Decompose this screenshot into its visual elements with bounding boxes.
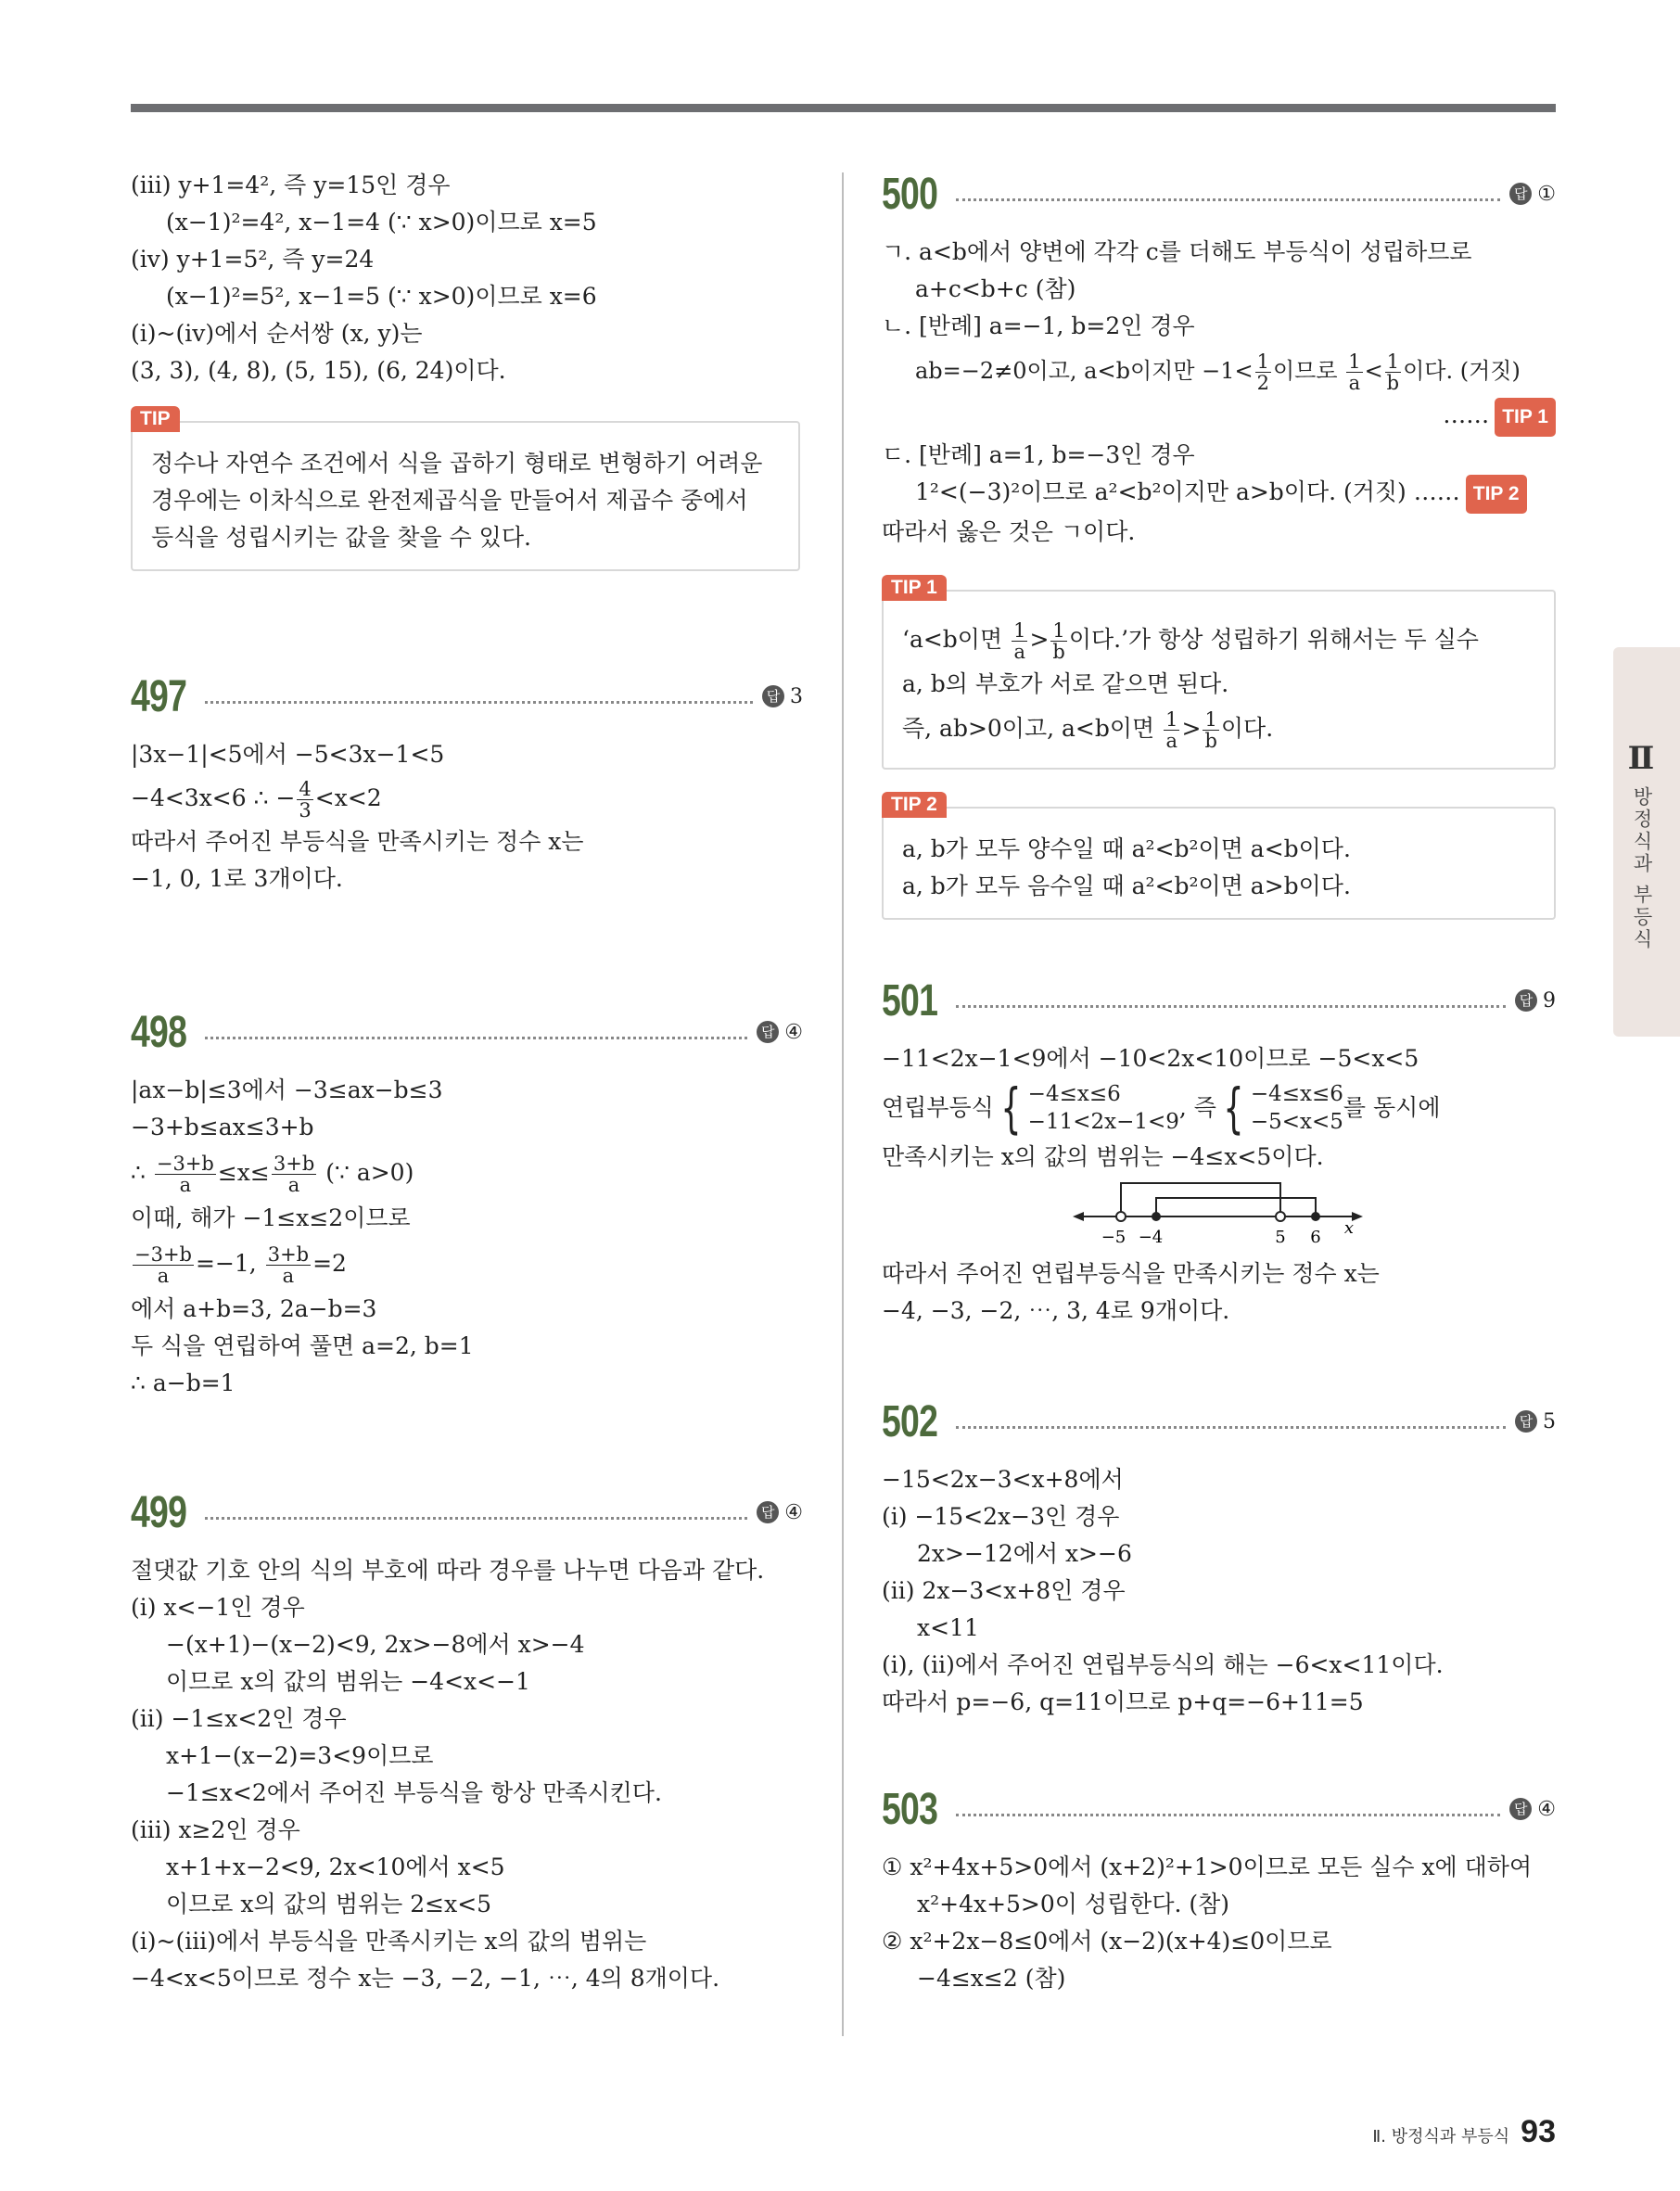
tip-line: a, b가 모두 양수일 때 a²<b²이면 a<b이다. bbox=[902, 835, 1351, 862]
tip-1-box bbox=[882, 577, 1556, 770]
brace-icon: { bbox=[1000, 1076, 1022, 1140]
denominator: a bbox=[1348, 372, 1361, 394]
answer-value: 3 bbox=[790, 684, 803, 708]
text-line bbox=[882, 345, 1556, 397]
text-line: 2x>−12에서 x>−6 bbox=[917, 1540, 1132, 1567]
text-line bbox=[131, 773, 803, 823]
text-run: <x<2 bbox=[314, 784, 382, 811]
text-run: ≤x≤ bbox=[217, 1159, 270, 1186]
text-line bbox=[131, 1146, 803, 1200]
problem-header bbox=[131, 1485, 803, 1539]
text-run: , 즉 bbox=[1178, 1094, 1216, 1121]
fraction bbox=[1255, 351, 1271, 393]
tip-line bbox=[902, 614, 1537, 666]
tip-line: 등식을 성립시키는 값을 찾을 수 있다. bbox=[151, 524, 531, 551]
problem-499 bbox=[131, 1485, 803, 1997]
leader-dots: …… bbox=[1413, 478, 1460, 505]
dotted-leader bbox=[956, 1426, 1506, 1429]
text-run: =2 bbox=[312, 1250, 347, 1277]
answer bbox=[1509, 183, 1556, 206]
answer-value: ① bbox=[1537, 182, 1556, 206]
text-line: ㄱ. a<b에서 양변에 각각 c를 더해도 부등식이 성립하므로 bbox=[882, 238, 1472, 265]
tip-line: a, b가 모두 음수일 때 a²<b²이면 a>b이다. bbox=[902, 873, 1351, 899]
answer-mark-icon: 답 bbox=[1509, 1798, 1532, 1820]
numerator: 1 bbox=[1348, 350, 1361, 373]
text-line: x+1−(x−2)=3<9이므로 bbox=[166, 1742, 434, 1769]
answer-mark-icon: 답 bbox=[1515, 989, 1537, 1012]
answer bbox=[757, 1021, 803, 1044]
text-line: ① x²+4x+5>0에서 (x+2)²+1>0이므로 모든 실수 x에 대하여 bbox=[882, 1853, 1533, 1880]
problem-497 bbox=[131, 669, 803, 898]
text-line: −1≤x<2에서 주어진 부등식을 항상 만족시킨다. bbox=[166, 1779, 662, 1806]
text-line: (ⅰ), (ⅱ)에서 주어진 연립부등식의 해는 −6<x<11이다. bbox=[882, 1651, 1444, 1678]
text-line: x+1+x−2<9, 2x<10에서 x<5 bbox=[166, 1853, 505, 1880]
page-footer bbox=[1363, 2114, 1556, 2150]
text-line: 에서 a+b=3, 2a−b=3 bbox=[131, 1295, 377, 1322]
page-number: 93 bbox=[1521, 2114, 1556, 2149]
open-point bbox=[1276, 1212, 1285, 1221]
text-run: ∴ bbox=[131, 1159, 146, 1186]
fraction bbox=[1012, 620, 1027, 662]
text-line: 따라서 옳은 것은 ㄱ이다. bbox=[882, 518, 1136, 545]
answer-mark-icon: 답 bbox=[1509, 183, 1532, 205]
answer-value: ④ bbox=[784, 1020, 803, 1044]
problem-header bbox=[131, 1005, 803, 1059]
chapter-roman-numeral: Ⅱ bbox=[1627, 740, 1655, 777]
numerator: 1 bbox=[1052, 619, 1065, 642]
text-line: 두 식을 연립하여 풀면 a=2, b=1 bbox=[131, 1332, 474, 1359]
text-line: −4, −3, −2, ⋯, 3, 4로 9개이다. bbox=[882, 1297, 1230, 1324]
text-run: 이다. bbox=[1220, 715, 1274, 742]
numerator: −3+b bbox=[156, 1153, 214, 1175]
tick-label: −5 bbox=[1101, 1228, 1126, 1247]
text-line: x²+4x+5>0이 성립한다. (참) bbox=[917, 1891, 1230, 1917]
numerator: 4 bbox=[299, 778, 312, 800]
fraction bbox=[1203, 709, 1218, 751]
problem-500 bbox=[882, 167, 1556, 920]
problem-header bbox=[882, 167, 1556, 221]
text-line: 따라서 p=−6, q=11이므로 p+q=−6+11=5 bbox=[882, 1688, 1364, 1715]
text-run: 즉, ab>0이고, a<b이면 bbox=[902, 715, 1163, 742]
text-line: ② x²+2x−8≤0에서 (x−2)(x+4)≤0이므로 bbox=[882, 1928, 1332, 1955]
fraction bbox=[1385, 351, 1401, 393]
tip-reference-line bbox=[882, 397, 1556, 437]
text-run: 이므로 bbox=[1273, 358, 1345, 384]
tip-label: TIP 2 bbox=[882, 792, 947, 818]
answer-value: ④ bbox=[784, 1500, 803, 1524]
system bbox=[1251, 1080, 1343, 1136]
text-line: 이때, 해가 −1≤x≤2이므로 bbox=[131, 1204, 411, 1231]
text-line: a+c<b+c (참) bbox=[915, 275, 1076, 302]
problem-number: 501 bbox=[882, 975, 938, 1025]
leader-dots: …… bbox=[1443, 401, 1490, 428]
fraction bbox=[1346, 351, 1362, 393]
denominator: a bbox=[157, 1265, 170, 1287]
answer bbox=[1515, 1410, 1556, 1433]
answer-mark-icon: 답 bbox=[757, 1021, 779, 1043]
tip-line: 경우에는 이차식으로 완전제곱식을 만들어서 제곱수 중에서 bbox=[151, 487, 748, 514]
numerator: 1 bbox=[1165, 708, 1178, 731]
dotted-leader bbox=[205, 1517, 747, 1520]
tip-line bbox=[902, 703, 1537, 755]
problem-502 bbox=[882, 1395, 1556, 1721]
number-line-diagram bbox=[882, 1176, 1556, 1255]
problem-header bbox=[131, 669, 803, 723]
text-line: 이므로 x의 값의 범위는 −4<x<−1 bbox=[166, 1668, 530, 1695]
closed-point bbox=[1311, 1212, 1320, 1221]
text-line: −3+b≤ax≤3+b bbox=[131, 1114, 314, 1140]
top-rule bbox=[131, 104, 1556, 112]
denominator: 3 bbox=[299, 799, 312, 822]
numerator: 1 bbox=[1256, 350, 1269, 373]
left-column bbox=[131, 167, 803, 1997]
fraction bbox=[1050, 620, 1066, 662]
text-line: (ⅲ) x≥2인 경우 bbox=[131, 1816, 300, 1843]
text-line: −4<x<5이므로 정수 x는 −3, −2, −1, ⋯, 4의 8개이다. bbox=[131, 1965, 720, 1992]
tip-label: TIP 1 bbox=[882, 575, 947, 601]
text-run: ‘a<b이면 bbox=[902, 626, 1011, 653]
denominator: 2 bbox=[1256, 372, 1269, 394]
text-run: < bbox=[1364, 358, 1383, 384]
text-run: > bbox=[1181, 715, 1202, 742]
text-line bbox=[882, 1077, 1556, 1139]
text-line: 따라서 주어진 연립부등식을 만족시키는 정수 x는 bbox=[882, 1260, 1380, 1287]
text-run: 1²<(−3)²이므로 a²<b²이지만 a>b이다. (거짓) bbox=[915, 478, 1406, 505]
system-row: −11<2x−1<9 bbox=[1027, 1110, 1179, 1134]
problem-number: 502 bbox=[882, 1396, 938, 1446]
denominator: a bbox=[1013, 641, 1026, 663]
denominator: b bbox=[1386, 372, 1400, 394]
tip-1-badge: TIP 1 bbox=[1495, 398, 1556, 437]
fraction bbox=[1164, 709, 1179, 751]
answer-mark-icon: 답 bbox=[1515, 1410, 1537, 1433]
text-line bbox=[882, 474, 1556, 514]
text-line: (ⅱ) 2x−3<x+8인 경우 bbox=[882, 1577, 1126, 1604]
closed-point bbox=[1152, 1212, 1161, 1221]
text-line: ㄴ. [반례] a=−1, b=2인 경우 bbox=[882, 312, 1195, 339]
denominator: a bbox=[282, 1265, 295, 1287]
prev-solution-continued bbox=[131, 167, 803, 389]
numerator: 1 bbox=[1013, 619, 1026, 642]
left-arrow-icon bbox=[1073, 1212, 1084, 1221]
text-line: (ⅰ) −15<2x−3인 경우 bbox=[882, 1503, 1120, 1530]
text-run: −4<3x<6 ∴ − bbox=[131, 784, 296, 811]
answer-value: 5 bbox=[1543, 1409, 1556, 1433]
tip-line: 정수나 자연수 조건에서 식을 곱하기 형태로 변형하기 어려운 bbox=[151, 450, 763, 477]
numerator: 3+b bbox=[267, 1243, 310, 1266]
text-line: 절댓값 기호 안의 식의 부호에 따라 경우를 나누면 다음과 같다. bbox=[131, 1557, 765, 1584]
text-run: ab=−2≠0이고, a<b이지만 −1< bbox=[915, 358, 1254, 384]
dotted-leader bbox=[205, 701, 753, 704]
tip-box bbox=[131, 408, 800, 571]
range-bracket-a bbox=[1121, 1183, 1280, 1217]
problem-501 bbox=[882, 974, 1556, 1330]
numerator: 3+b bbox=[273, 1153, 315, 1175]
tip-label: TIP bbox=[131, 406, 180, 432]
answer-mark-icon: 답 bbox=[762, 685, 784, 707]
text-line: (x−1)²=4², x−1=4 (∵ x>0)이므로 x=5 bbox=[166, 209, 597, 236]
text-line: |ax−b|≤3에서 −3≤ax−b≤3 bbox=[131, 1076, 443, 1103]
answer-mark-icon: 답 bbox=[757, 1501, 779, 1523]
answer bbox=[757, 1501, 803, 1524]
dotted-leader bbox=[205, 1037, 747, 1039]
text-line: (3, 3), (4, 8), (5, 15), (6, 24)이다. bbox=[131, 357, 506, 384]
text-line: (ⅱ) −1≤x<2인 경우 bbox=[131, 1705, 347, 1732]
text-line: 만족시키는 x의 값의 범위는 −4≤x<5이다. bbox=[882, 1143, 1324, 1170]
text-line: −(x+1)−(x−2)<9, 2x>−8에서 x>−4 bbox=[166, 1631, 585, 1658]
text-line bbox=[131, 1237, 803, 1291]
numerator: 1 bbox=[1204, 708, 1217, 731]
dotted-leader bbox=[956, 1005, 1506, 1008]
problem-number: 499 bbox=[131, 1487, 187, 1537]
problem-498 bbox=[131, 1005, 803, 1402]
footer-chapter-title: Ⅱ. 방정식과 부등식 bbox=[1372, 2127, 1510, 2146]
problem-number: 503 bbox=[882, 1784, 938, 1834]
numerator: −3+b bbox=[134, 1243, 192, 1266]
fraction bbox=[155, 1153, 216, 1195]
fraction bbox=[272, 1153, 316, 1195]
right-column bbox=[882, 167, 1556, 1997]
problem-header bbox=[882, 1395, 1556, 1448]
denominator: b bbox=[1204, 730, 1217, 752]
tick-label: 5 bbox=[1275, 1228, 1286, 1247]
tip-line: a, b의 부호가 서로 같으면 된다. bbox=[902, 670, 1229, 697]
system-row: −4≤x≤6 bbox=[1027, 1082, 1121, 1106]
text-line: (x−1)²=5², x−1=5 (∵ x>0)이므로 x=6 bbox=[166, 283, 597, 310]
denominator: a bbox=[287, 1174, 300, 1196]
column-divider bbox=[842, 172, 844, 2036]
problem-header bbox=[882, 974, 1556, 1027]
numerator: 1 bbox=[1386, 350, 1400, 373]
text-line: 따라서 주어진 부등식을 만족시키는 정수 x는 bbox=[131, 828, 584, 855]
text-line: −15<2x−3<x+8에서 bbox=[882, 1466, 1124, 1493]
problem-number: 498 bbox=[131, 1007, 187, 1057]
denominator: a bbox=[179, 1174, 192, 1196]
text-line: (ⅰ) x<−1인 경우 bbox=[131, 1594, 305, 1621]
fraction bbox=[133, 1244, 194, 1286]
text-line: (ⅳ) y+1=5², 즉 y=24 bbox=[131, 246, 375, 273]
dotted-leader bbox=[956, 1814, 1500, 1816]
answer bbox=[1509, 1798, 1556, 1821]
text-run: =−1, bbox=[196, 1250, 264, 1277]
text-run: 이다. (거짓) bbox=[1403, 358, 1521, 384]
text-line: (ⅰ)~(ⅲ)에서 부등식을 만족시키는 x의 값의 범위는 bbox=[131, 1928, 647, 1955]
text-run: > bbox=[1029, 626, 1050, 653]
text-line: |3x−1|<5에서 −5<3x−1<5 bbox=[131, 741, 445, 768]
chapter-side-tab[interactable] bbox=[1613, 647, 1680, 1037]
answer-value: 9 bbox=[1543, 988, 1556, 1013]
axis-variable-label: x bbox=[1343, 1218, 1355, 1238]
denominator: b bbox=[1052, 641, 1065, 663]
text-line: (ⅰ)~(ⅳ)에서 순서쌍 (x, y)는 bbox=[131, 320, 423, 347]
text-line: −11<2x−1<9에서 −10<2x<10이므로 −5<x<5 bbox=[882, 1045, 1419, 1072]
range-bracket-b bbox=[1156, 1198, 1316, 1217]
answer-value: ④ bbox=[1537, 1797, 1556, 1821]
tip-2-box bbox=[882, 794, 1556, 920]
text-line: x<11 bbox=[917, 1614, 979, 1641]
text-run: 연립부등식 bbox=[882, 1094, 994, 1121]
brace-icon: { bbox=[1223, 1076, 1244, 1140]
text-line: −4≤x≤2 (참) bbox=[917, 1965, 1066, 1992]
problem-header bbox=[882, 1782, 1556, 1836]
problem-503 bbox=[882, 1782, 1556, 1997]
system-row: −5<x<5 bbox=[1250, 1110, 1343, 1134]
answer bbox=[1515, 989, 1556, 1013]
chapter-title-vertical: 방정식과 부등식 bbox=[1631, 786, 1653, 951]
problem-number: 497 bbox=[131, 671, 187, 721]
open-point bbox=[1116, 1212, 1126, 1221]
text-line: ∴ a−b=1 bbox=[131, 1369, 235, 1396]
text-run: 이다.’가 항상 성립하기 위해서는 두 실수 bbox=[1068, 626, 1479, 653]
text-line: 이므로 x의 값의 범위는 2≤x<5 bbox=[166, 1891, 492, 1917]
problem-number: 500 bbox=[882, 169, 938, 219]
system bbox=[1028, 1080, 1179, 1136]
text-line: (ⅲ) y+1=4², 즉 y=15인 경우 bbox=[131, 172, 451, 198]
text-line: ㄷ. [반례] a=1, b=−3인 경우 bbox=[882, 441, 1195, 468]
denominator: a bbox=[1165, 730, 1178, 752]
fraction bbox=[266, 1244, 311, 1286]
tick-label: −4 bbox=[1138, 1228, 1164, 1247]
tick-label: 6 bbox=[1310, 1228, 1321, 1247]
system-row: −4≤x≤6 bbox=[1250, 1082, 1343, 1106]
text-run: 를 동시에 bbox=[1343, 1094, 1441, 1121]
text-run: (∵ a>0) bbox=[318, 1159, 414, 1186]
fraction bbox=[297, 779, 312, 821]
tip-2-badge: TIP 2 bbox=[1466, 475, 1527, 514]
text-line: −1, 0, 1로 3개이다. bbox=[131, 865, 343, 892]
dotted-leader bbox=[956, 198, 1500, 201]
answer bbox=[762, 685, 803, 708]
